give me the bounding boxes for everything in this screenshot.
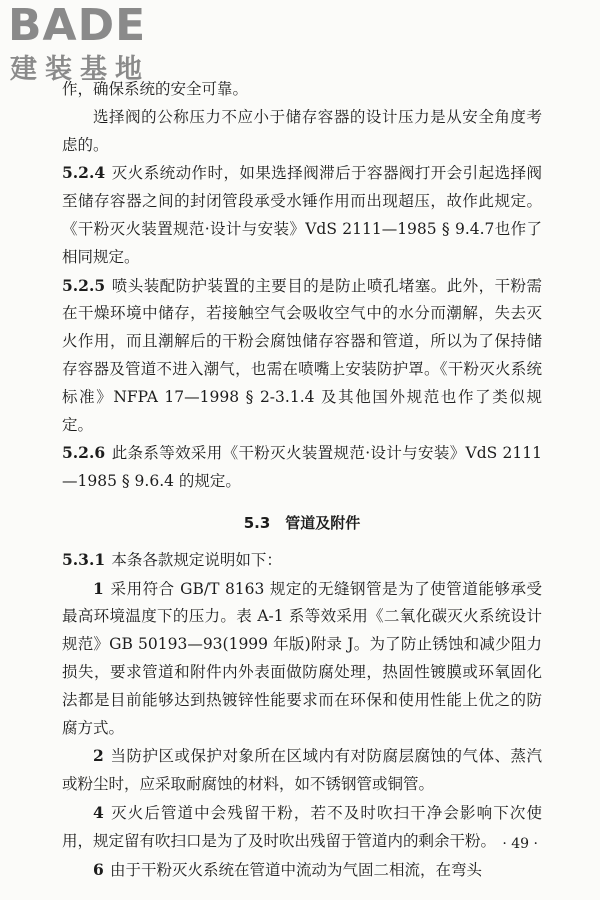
paragraph-text: 本条各款规定说明如下：	[111, 550, 282, 569]
paragraph-p-531	[62, 546, 542, 575]
clause-number: 1	[93, 578, 104, 598]
logo-text-cn: 建装基地	[10, 54, 150, 85]
paragraph-text: 喷头装配防护装置的主要目的是防止喷孔堵塞。此外，干粉需在干燥环境中储存，若接触空气会吸收空气中的水分而潮解，失去灭火作用，而且潮解后的干粉会腐蚀储存容器和管道，所以为了保持储存容器及管道不进入潮气，也需在喷嘴上安装防护罩。《干粉灭火系统标准》NFPA 17—1998 § 2-3.1.4 及其他国外规范也作了类似规定。	[62, 276, 542, 434]
clause-number: 4	[93, 802, 104, 822]
paragraph-item-6	[62, 856, 542, 885]
paragraph-text: 灭火系统动作时，如果选择阀滞后于容器阀打开会引起选择阀至储存容器之间的封闭管段承受水锤作用而出现超压，故作此规定。《干粉灭火装置规范·设计与安装》VdS 2111—1985 § 9.4.7也作了相同规定。	[62, 164, 542, 266]
paragraph-p-526	[62, 439, 542, 496]
paragraph-text: 由于干粉灭火系统在管道中流动为气固二相流，在弯头	[109, 860, 482, 879]
paragraphs-top	[62, 76, 542, 496]
clause-number: 5.2.4	[62, 163, 106, 183]
paragraph-text: 作，确保系统的安全可靠。	[62, 80, 249, 98]
paragraph-p-note	[62, 104, 542, 160]
paragraph-p-524	[62, 159, 542, 271]
paragraph-text: 采用符合 GB/T 8163 规定的无缝钢管是为了使管道能够承受最高环境温度下的压力。表 A-1 系等效采用《二氧化碳灭火系统设计规范》GB 50193—93(1999 年版)附录 J。为了防止锈蚀和减少阻力损失，要求管道和附件内外表面做防腐处理，热固性镀膜或环氧固化法都是目前能够达到热镀锌性能要求而在环保和使用性能上优之的防腐方式。	[62, 579, 542, 737]
clause-number: 5.2.5	[62, 275, 106, 295]
paragraph-text: 选择阀的公称压力不应小于储存容器的设计压力是从安全角度考虑的。	[62, 107, 542, 154]
paragraphs-bottom	[62, 546, 542, 885]
paragraph-text: 此条系等效采用《干粉灭火装置规范·设计与安装》VdS 2111—1985 § 9.6.4 的规定。	[62, 444, 542, 491]
paragraph-item-4	[62, 799, 542, 856]
paragraph-item-1	[62, 575, 542, 743]
clause-number: 6	[93, 859, 104, 879]
paragraph-p-525	[62, 272, 542, 440]
clause-number: 5.3.1	[62, 549, 106, 569]
paragraph-text: 灭火后管道中会残留干粉，若不及时吹扫干净会影响下次使用，规定留有吹扫口是为了及时吹出残留于管道内的剩余干粉。	[62, 803, 542, 850]
logo-text-en: BADE	[8, 0, 147, 51]
section-title: 5.3 管道及附件	[243, 513, 361, 532]
paragraph-item-2	[62, 742, 542, 799]
page-number: · 49 ·	[502, 836, 538, 852]
paragraph-cont	[62, 76, 542, 104]
clause-number: 2	[93, 746, 104, 766]
clause-number: 5.2.6	[62, 443, 106, 463]
page-body	[62, 76, 542, 884]
paragraph-text: 当防护区或保护对象所在区域内有对防腐层腐蚀的气体、蒸汽或粉尘时，应采取耐腐蚀的材料，如不锈钢管或铜管。	[62, 747, 542, 794]
